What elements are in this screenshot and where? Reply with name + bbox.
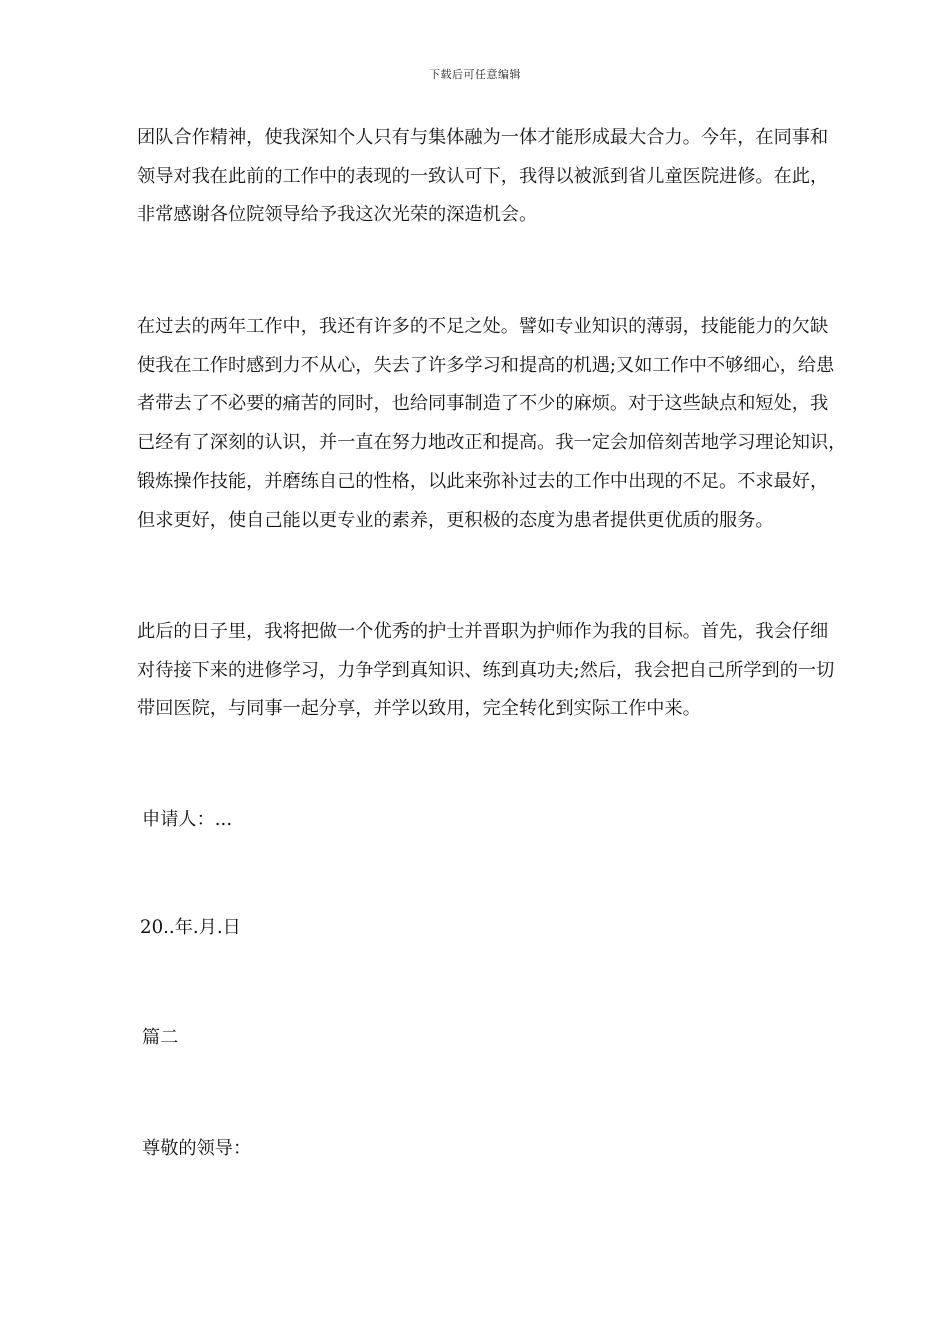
paragraph-line: 此后的日子里，我将把做一个优秀的护士并晋职为护师作为我的目标。首先，我会仔细 (137, 621, 829, 642)
paragraph-1 (137, 119, 897, 235)
paragraph-line: 团队合作精神，使我深知个人只有与集体融为一体才能形成最大合力。今年，在同事和 (137, 127, 829, 148)
paragraph-line: 对待接下来的进修学习，力争学到真知识、练到真功夫;然后，我会把自己所学到的一切 (137, 659, 835, 681)
paragraph-line: 者带去了不必要的痛苦的同时，也给同事制造了不少的麻烦。对于这些缺点和短处，我 (137, 393, 829, 415)
paragraph-line: 在过去的两年工作中，我还有许多的不足之处。譬如专业知识的薄弱，技能能力的欠缺 (137, 316, 829, 337)
paragraph-line: 已经有了深刻的认识，并一直在努力地改正和提高。我一定会加倍刻苦地学习理论知识， (137, 432, 847, 454)
paragraph-line: 但求更好，使自己能以更专业的素养，更积极的态度为患者提供更优质的服务。 (137, 509, 774, 531)
date-line: 20..年.月.日 (140, 917, 241, 938)
paragraph-2 (137, 308, 897, 540)
applicant-line: 申请人：... (142, 809, 233, 830)
paragraph-line: 使我在工作时感到力不从心，失去了许多学习和提高的机遇;又如工作中不够细心，给患 (137, 354, 835, 376)
paragraph-line: 领导对我在此前的工作中的表现的一致认可下，我得以被派到省儿童医院进修。在此， (137, 165, 829, 187)
paragraph-line: 带回医院，与同事一起分享，并学以致用，完全转化到实际工作中来。 (137, 698, 701, 720)
page-header-note: 下载后可任意编辑 (429, 68, 521, 81)
paragraph-3 (137, 613, 897, 729)
section-label: 篇二 (142, 1027, 179, 1048)
paragraph-line: 非常感谢各位院领导给予我这次光荣的深造机会。 (137, 204, 538, 226)
salutation: 尊敬的领导： (142, 1138, 252, 1159)
paragraph-line: 锻炼操作技能，并磨练自己的性格，以此来弥补过去的工作中出现的不足。不求最好， (137, 470, 829, 492)
